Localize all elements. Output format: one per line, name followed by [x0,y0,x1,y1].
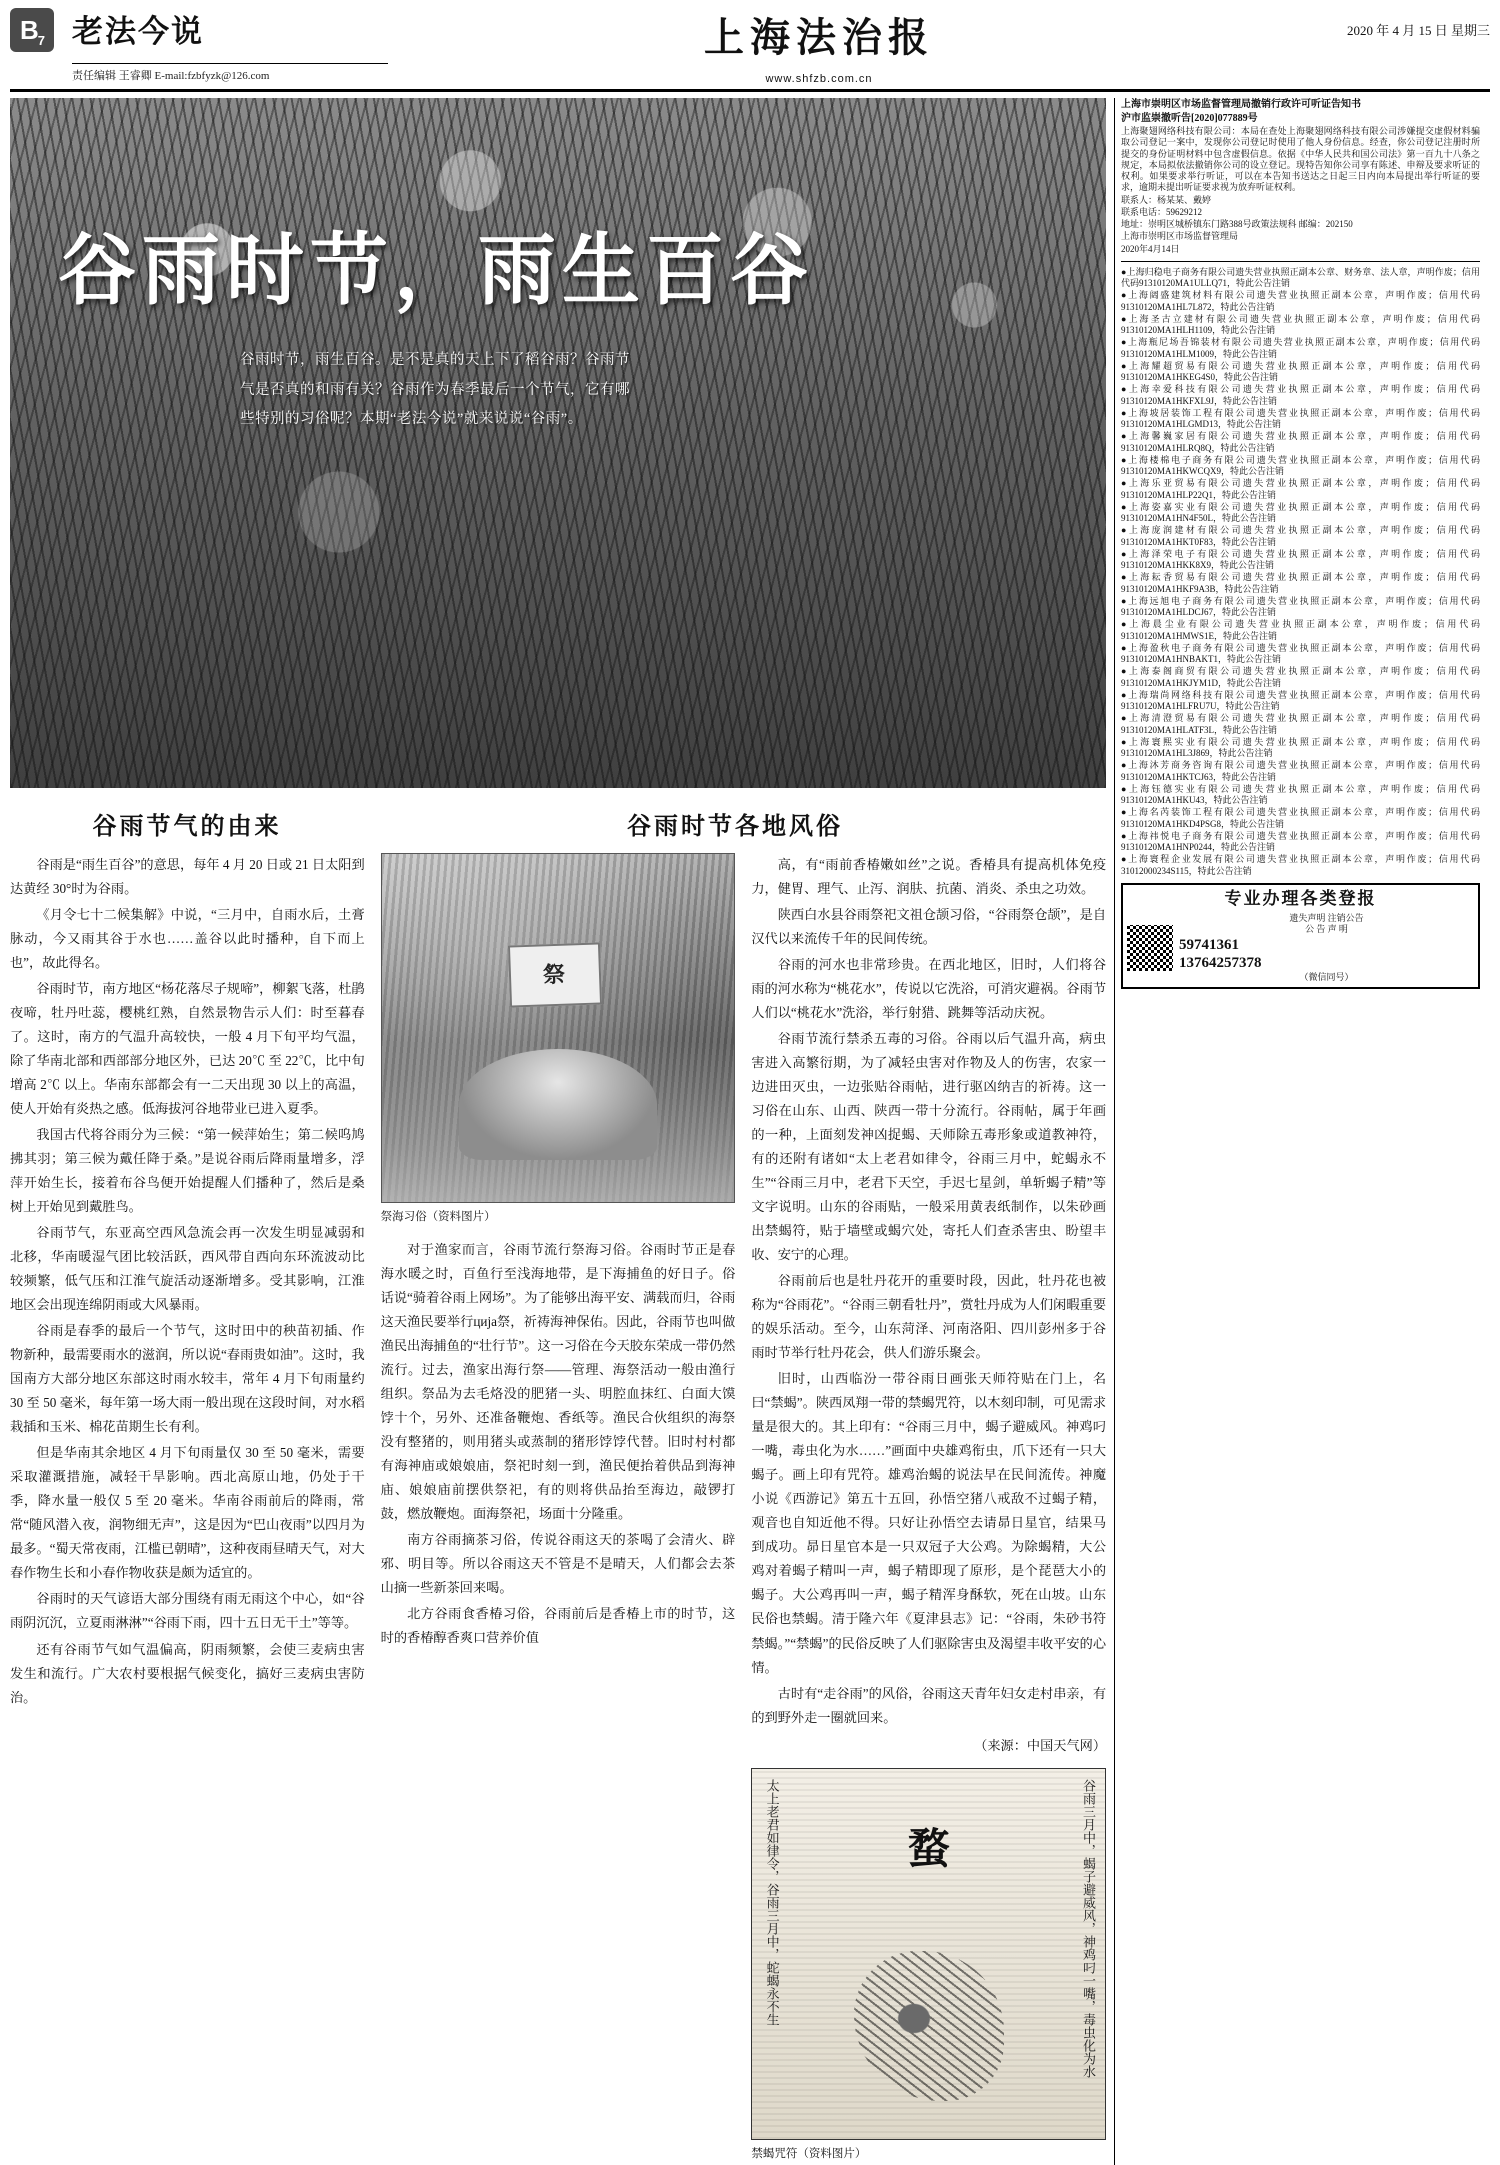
article-column-3 [751,853,1106,2165]
list-item: ●上海坡居装饰工程有限公司遗失营业执照正副本公章，声明作废；信用代码91310120MA1HLGMD13，特此公告注销 [1121,407,1480,429]
list-item: ●上海泽荣电子有限公司遗失营业执照正副本公章，声明作废；信用代码91310120MA1HKK8X9，特此公告注销 [1121,548,1480,570]
list-item: ●上海归稳电子商务有限公司遗失营业执照正副本公章、财务章、法人章，声明作废；信用代码91310120MA1ULLQ71，特此公告注销 [1121,266,1480,288]
figure-sea-ritual [381,853,736,1228]
advertisement-footer[interactable] [1121,883,1480,989]
talisman-text-left: 太上老君如律令，谷雨三月中，蛇蝎永不生 [763,1778,779,2026]
list-item: ●上海耀超贸易有限公司遗失营业执照正副本公章，声明作废；信用代码91310120MA1HKEG4S0，特此公告注销 [1121,360,1480,382]
hero-image [10,98,1106,788]
list-item: ●上海馨巍家居有限公司遗失营业执照正副本公章，声明作废；信用代码91310120MA1HLRQ8Q，特此公告注销 [1121,431,1480,453]
list-item: ●上海庞润建材有限公司遗失营业执照正副本公章，声明作废；信用代码91310120MA1HKT0F83，特此公告注销 [1121,525,1480,547]
masthead [10,6,1490,92]
notice-doc-number: 沪市监崇撤听告[2020]077889号 [1121,113,1258,124]
page-body [10,98,1490,2165]
list-item: ●上海瑞尚网络科技有限公司遗失营业执照正副本公章，声明作废；信用代码91310120MA1HLFRU7U，特此公告注销 [1121,689,1480,711]
list-item: ●上海晨尘业有限公司遗失营业执照正副本公章，声明作废；信用代码91310120MA1HMWS1E，特此公告注销 [1121,619,1480,641]
list-item: ●上海寰程企业发展有限公司遗失营业执照正副本公章，声明作废；信用代码31012000234S115，特此公告注销 [1121,854,1480,876]
list-item: ●上海阔盛建筑材料有限公司遗失营业执照正副本公章，声明作废；信用代码91310120MA1HL7L872，特此公告注销 [1121,290,1480,312]
article-column-2 [381,853,736,2165]
article-column-1 [10,853,365,2165]
hero-title: 谷雨时节，雨生百谷 [58,225,815,316]
paragraph: 谷雨节流行禁杀五毒的习俗。谷雨以后气温升高，病虫害进入高繁衍期，为了减轻虫害对作物及人的伤害，农家一边进田灭虫，一边张贴谷雨帖，进行驱凶纳吉的祈祷。这一习俗在山东、山西、陕西一带十分流行。谷雨帖，属于年画的一种，上面刻发神凶捉蝎、天师除五毒形象或道教神符，有的还附有诸如“太上老君如律令，谷雨三月中，蛇蝎永不生”“谷雨三月中，老君下天空，手迟七星剑，单斩蝎子精”等文字说明。山东的谷雨贴，一般采用黄表纸制作，以朱砂画出禁蝎符，贴于墙壁或蝎穴处，寄托人们查杀害虫、盼望丰收、安宁的心理。 [751,1031,1107,1263]
ad-phone-2: 13764257378 [1179,954,1262,971]
paragraph: 陕西白水县谷雨祭祀文祖仓颉习俗，“谷雨祭仓颉”，是自汉代以来流传千年的民间传统。 [751,907,1107,947]
notice-issuer: 上海市崇明区市场监督管理局 [1121,231,1239,242]
photo-offering-table [459,1049,656,1160]
classifieds-rail [1115,98,1480,2165]
section-heading-origin: 谷雨节气的由来 [92,811,282,840]
page-badge-number: 7 [37,33,44,48]
paragraph: 谷雨是春季的最后一个节气，这时田中的秧苗初插、作物新种，最需要雨水的滋润，所以说“春雨贵如油”。这时，我国南方大部分地区东部这时雨水较丰，常年 4 月下旬雨量约 30 至 50 毫米，每年第一场大雨一般出现在这段时间，对水稻栽插和玉米、棉花苗期生长有利。 [10,1323,365,1435]
page-badge-wrap [10,6,68,52]
paragraph: 高，有“雨前香椿嫩如丝”之说。香椿具有提高机体免疫力，健胃、理气、止泻、润肤、抗菌、消炎、杀虫之功效。 [751,857,1107,897]
list-item: ●上海瓶尼场吾锦装材有限公司遗失营业执照正副本公章，声明作废；信用代码91310120MA1HLM1009，特此公告注销 [1121,337,1480,359]
list-item: ●上海祎悦电子商务有限公司遗失营业执照正副本公章，声明作废；信用代码91310120MA1HNP0244，特此公告注销 [1121,830,1480,852]
ad-line-2: 公 告 声 明 [1305,924,1348,935]
ad-body [1127,913,1474,983]
notice-date: 2020年4月14日 [1121,243,1180,254]
paragraph: 《月令七十二候集解》中说，“三月中，自雨水后，土膏脉动，今又雨其谷于水也……盖谷以此时播种，自下而上也”，故此得名。 [10,907,365,971]
paragraph: 谷雨时节，南方地区“杨花落尽子规啼”，柳絮飞落，杜鹃夜啼，牡丹吐蕊，樱桃红熟，自然景物告示人们：时至暮春了。这时，南方的气温升高较快，一般 4 月下旬平均气温，除了华南北部和西部部分地区外，已达 20℃ 至 22℃，比中旬增高 2℃ 以上。华南东部都会有一二天出现 30 以上的高温，使人开始有炎热之感。低海拔河谷地带业已进入夏季。 [10,981,365,1117]
talisman-image [751,1768,1106,2140]
issue-date: 2020 年 4 月 15 日 星期三 [1346,23,1490,38]
list-item: ●上海清澄贸易有限公司遗失营业执照正副本公章，声明作废；信用代码91310120MA1HLATF3L，特此公告注销 [1121,713,1480,735]
hero-lead: 谷雨时节，雨生百谷。是不是真的天上下了稻谷雨？谷雨节气是否真的和雨有关？谷雨作为春季最后一个节气，它有哪些特别的习俗呢？本期“老法今说”就来说说“谷雨”。 [240,352,630,428]
paper-name: 上海法治报 [704,14,934,61]
list-item: ●上海幸爱科技有限公司遗失营业执照正副本公章，声明作废；信用代码91310120MA1HKFXL9J，特此公告注销 [1121,384,1480,406]
column-heading [68,6,388,83]
notice-title: 上海市崇明区市场监督管理局撤销行政许可听证告知书 [1121,99,1361,110]
paragraph: 北方谷雨食香椿习俗，谷雨前后是香椿上市的时节，这时的香椿醇香爽口营养价值 [380,1606,736,1646]
rooster-scorpion-icon [854,1951,1004,2101]
paper-url: www.shfzb.com.cn [765,73,873,85]
column-editor-meta: 责任编辑 王睿卿 E-mail:fzbfyzk@126.com [72,63,388,83]
paragraph: 古时有“走谷雨”的风俗，谷雨这天青年妇女走村串亲，有的到野外走一圈就回来。 [751,1685,1107,1725]
paragraph: 但是华南其余地区 4 月下旬雨量仅 30 至 50 毫米，需要采取灌溉措施，减轻干旱影响。西北高原山地，仍处于干季，降水量一般仅 5 至 20 毫米。华南谷雨前后的降雨，常常“随风潜入夜，润物细无声”，这是因为“巴山夜雨”以四月为最多。“蜀天常夜雨，江槛已朝晴”，这种夜雨昼晴天气，对大春作物生长和小春作物收获是颇为适宜的。 [10,1445,365,1581]
paragraph: 旧时，山西临汾一带谷雨日画张天师符贴在门上，名曰“禁蝎”。陕西凤翔一带的禁蝎咒符，以木刻印制，可见需求量是很大的。其上印有：“谷雨三月中，蝎子避威风。神鸡叼一嘴，毒虫化为水……”画面中央雄鸡衔虫，爪下还有一只大蝎子。画上印有咒符。雄鸡治蝎的说法早在民间流传。神魔小说《西游记》第五十五回，孙悟空猪八戒敌不过蝎子精，观音也自知近他不得。只好让孙悟空去请昴日星官，结果马到成功。昴日星官本是一只双冠子大公鸡。为除蝎精，大公鸡对着蝎子精叫一声，蝎子精即现了原形，是个琵琶大小的蝎子。大公鸡再叫一声，蝎子精浑身酥软，死在山坡。山东民俗也禁蝎。清于隆六年《夏津县志》记：“谷雨，朱砂书符禁蝎。”“禁蝎”的民俗反映了人们驱除害虫及渴望丰收平安的心情。 [751,1371,1107,1675]
paragraph: 谷雨是“雨生百谷”的意思，每年 4 月 20 日或 21 日太阳到达黄经 30°时为谷雨。 [10,857,365,897]
list-item: ●上海名芮装饰工程有限公司遗失营业执照正副本公章，声明作废；信用代码91310120MA1HKD4PSG8，特此公告注销 [1121,807,1480,829]
list-item: ●上海寰熙实业有限公司遗失营业执照正副本公章，声明作废；信用代码91310120MA1HL3J869，特此公告注销 [1121,736,1480,758]
ad-phone-1: 59741361 [1179,936,1239,953]
article-source: （来源：中国天气网） [974,1737,1107,1753]
paragraph: 谷雨时的天气谚语大部分围绕有雨无雨这个中心，如“谷雨阴沉沉，立夏雨淋淋”“谷雨下雨，四十五日无干土”等等。 [10,1591,365,1631]
talisman-main-glyph: 蝥 [907,1823,950,1873]
list-item: ●上海姿嘉实业有限公司遗失营业执照正副本公章，声明作废；信用代码91310120MA1HN4F50L，特此公告注销 [1121,501,1480,523]
notice-address: 地址：崇明区城桥镇东门路388号政策法规科 邮编：202150 [1121,219,1353,229]
list-item: ●上海楼棉电子商务有限公司遗失营业执照正副本公章，声明作废；信用代码91310120MA1HKWCQX9，特此公告注销 [1121,454,1480,476]
hearing-notice [1121,98,1480,262]
paragraph: 对于渔家而言，谷雨节流行祭海习俗。谷雨时节正是春海水暖之时，百鱼行至浅海地带，是下海捕鱼的好日子。俗话说“骑着谷雨上网场”。为了能够出海平安、满载而归，谷雨这天渔民要举行ција祭，祈祷海神保佑。因此，谷雨节也叫做渔民出海捕鱼的“壮行节”。这一习俗在今天胶东荣成一带仍然流行。过去，渔家出海行祭——管理、海祭活动一般由渔行组织。祭品为去毛烙没的肥猪一头、明腔血抹红、白面大馍饽十个，另外、还准备鞭炮、香纸等。渔民合伙组织的海祭没有整猪的，则用猪头或蒸制的猪形饽饽代替。旧时村村都有海神庙或娘娘庙，祭祀时刻一到，渔民便抬着供品到海神庙、娘娘庙前摆供祭祀，有的则将供品抬至海边，敲锣打鼓，燃放鞭炮。面海祭祀，场面十分隆重。 [380,1241,736,1522]
paragraph: 谷雨的河水也非常珍贵。在西北地区，旧时，人们将谷雨的河水称为“桃花水”，传说以它洗浴，可消灾避祸。谷雨节人们以“桃花水”洗浴，举行射猎、跳舞等活动庆祝。 [751,957,1107,1021]
photo-caption: 祭海习俗（资料图片） [380,1211,496,1223]
talisman-text-right: 谷雨三月中，蝎子避威风，神鸡叼一嘴，毒虫化为水 [1080,1778,1096,2078]
qr-code-icon[interactable] [1127,925,1173,971]
list-item: ●上海圣古立建材有限公司遗失营业执照正副本公章，声明作废；信用代码91310120MA1HLH1109，特此公告注销 [1121,313,1480,335]
article-columns [10,853,1106,2165]
page-badge-letter: B [19,14,38,45]
ad-note: （微信同号） [1299,971,1354,982]
list-item: ●上海泰阁商贸有限公司遗失营业执照正副本公章，声明作废；信用代码91310120MA1HKJYM1D，特此公告注销 [1121,666,1480,688]
column-title: 老法今说 [72,14,204,50]
list-item: ●上海沐芳商务咨询有限公司遗失营业执照正副本公章，声明作废；信用代码91310120MA1HKTCJ63，特此公告注销 [1121,760,1480,782]
paragraph: 谷雨节气，东亚高空西风急流会再一次发生明显减弱和北移，华南暖湿气团比较活跃，西风带自西向东环流波动比较频繁，低气压和江淮气旋活动逐渐增多。受其影响，江淮地区会出现连绵阴雨或大风暴雨。 [10,1225,365,1313]
paragraph: 南方谷雨摘茶习俗，传说谷雨这天的茶喝了会清火、辟邪、明目等。所以谷雨这天不管是不是晴天，人们都会去茶山摘一些新茶回来喝。 [380,1532,736,1596]
ad-line-1: 遗失声明 注销公告 [1289,913,1364,923]
figure-scorpion-talisman [751,1768,1106,2165]
talisman-caption: 禁蝎咒符（资料图片） [751,2147,867,2160]
notice-contact: 联系人：杨某某、戴婷 [1121,194,1212,205]
list-item: ●上海远旭电子商务有限公司遗失营业执照正副本公章，声明作废；信用代码91310120MA1HLDCJ67，特此公告注销 [1121,595,1480,617]
notice-body: 上海聚翅网络科技有限公司：本局在查处上海聚翅网络科技有限公司涉嫌提交虚假材料骗取公司登记一案中，发现你公司登记时使用了他人身份信息。经查，你公司登记注册时所提交的身份证明材料中包含虚假信息。依据《中华人民共和国公司法》第一百九十八条之规定，本局拟依法撤销你公司的设立登记。现特告知你公司享有陈述、申辩及要求听证的权利。如果要求举行听证，可以在本告知书送达之日起三日内向本局提出举行听证的要求，逾期未提出听证要求视为放弃听证权利。 [1121,126,1480,193]
paragraph: 谷雨前后也是牡丹花开的重要时段，因此，牡丹花也被称为“谷雨花”。“谷雨三朝看牡丹”，赏牡丹成为人们闲暇重要的娱乐活动。至今，山东菏泽、河南洛阳、四川彭州多于谷雨时节举行牡丹花会，供人们游乐聚会。 [751,1273,1107,1361]
list-item: ●上海盈秋电子商务有限公司遗失营业执照正副本公章，声明作废；信用代码91310120MA1HNBAKT1，特此公告注销 [1121,642,1480,664]
paragraph: 还有谷雨节气如气温偏高，阴雨频繁，会使三麦病虫害发生和流行。广大农村要根据气候变化，搞好三麦病虫害防治。 [10,1641,365,1705]
paragraph: 我国古代将谷雨分为三候：“第一候萍始生；第二候呜鸠拂其羽；第三候为戴任降于桑。”是说谷雨后降雨量增多，浮萍开始生长，接着布谷鸟便开始提醒人们播种了，然后是桑树上开始见到戴胜鸟。 [10,1127,365,1215]
section-heading-customs: 谷雨时节各地风俗 [627,811,844,840]
ad-title: 专业办理各类登报 [1224,888,1377,909]
list-item: ●上海耘香贸易有限公司遗失营业执照正副本公章，声明作废；信用代码91310120MA1HKF9A3B，特此公告注销 [1121,572,1480,594]
photo-sea-ritual [381,853,736,1203]
main-article-area [10,98,1115,2165]
paper-identity [388,6,1250,85]
lost-notice-list [1121,267,1480,877]
list-item: ●上海乐亚贸易有限公司遗失营业执照正副本公章，声明作废；信用代码91310120MA1HLP22Q1，特此公告注销 [1121,478,1480,500]
photo-banner-text: 祭 [508,943,602,1008]
page-badge [10,8,54,52]
list-item: ●上海钰德实业有限公司遗失营业执照正副本公章，声明作废；信用代码91310120MA1HKU43，特此公告注销 [1121,783,1480,805]
notice-phone: 联系电话：59629212 [1121,206,1203,217]
